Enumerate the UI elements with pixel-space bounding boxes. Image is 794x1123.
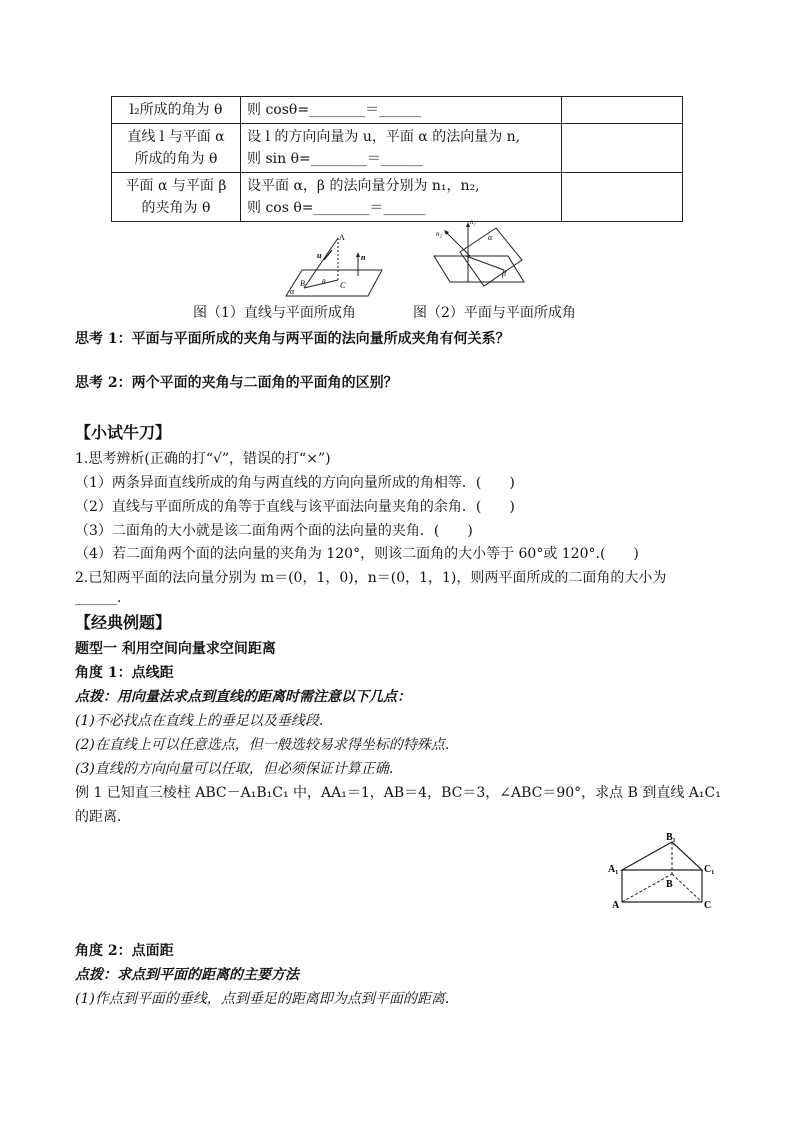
trial-question-2-blank: ______. [75,590,122,606]
cell-text: 则 cosθ=________＝______ [247,102,422,118]
cell-text: 则 sin θ=________＝______ [247,151,423,167]
table-cell-empty [562,97,683,124]
cell-text: 设平面 α，β 的法向量分别为 n₁，n₂, [247,178,480,194]
figure-caption-1: 图（1）直线与平面所成角 [193,305,356,321]
tip-item: (2)在直线上可以任意选点，但一般选较易求得坐标的特殊点. [75,737,450,753]
section-heading-trial: 【小试牛刀】 [75,423,172,442]
table-cell-formula [241,124,562,173]
formula-table [111,96,683,222]
tip-item: (1)不必找点在直线上的垂足以及垂线段. [75,713,324,729]
figure-label: B [300,279,305,288]
table-row [112,97,683,124]
figure-label: θ [322,278,326,286]
cell-text: l₂所成的角为 θ [129,102,223,118]
cell-text: 直线 l 与平面 α [127,129,225,145]
figure-label: β [502,269,506,278]
table-row [112,173,683,222]
figure-plane-plane-angle [432,216,528,296]
cell-text: 设 l 的方向向量为 u，平面 α 的法向量为 n, [247,129,521,145]
tip-heading-1: 点拨：用向量法求点到直线的距离时需注意以下几点： [75,689,411,705]
cell-text: 的夹角为 θ [141,200,211,216]
table-cell-label [112,97,241,124]
tip-heading-2: 点拨：求点到平面的距离的主要方法 [75,967,299,983]
figure-label: n [361,253,366,262]
figure-label: A [612,900,620,911]
trial-item: （1）两条异面直线所成的角与两直线的方向向量所成的角相等．( ) [75,475,515,491]
figure-label: A [339,233,345,242]
figure-label: α [488,233,493,242]
table-cell-formula [241,173,562,222]
angle-heading-2: 角度 2：点面距 [75,943,174,959]
figure-label: C [704,900,712,911]
cell-text: 平面 α 与平面 β [125,178,227,194]
figure-line-plane-angle [280,228,390,300]
figure-triangular-prism [606,828,716,912]
tip-item: (1)作点到平面的垂线，点到垂足的距离即为点到平面的距离. [75,991,450,1007]
question-type-heading: 题型一 利用空间向量求空间距离 [75,641,276,657]
section-heading-examples: 【经典例题】 [75,613,172,632]
figure-label: A₁ [608,864,619,875]
table-cell-label [112,173,241,222]
trial-item: （3）二面角的大小就是该二面角两个面的法向量的夹角．( ) [75,523,473,539]
cell-text: 所成的角为 θ [134,151,218,167]
figure-label: α [290,287,295,296]
figure-label: B [666,879,673,890]
trial-question-2: 2.已知两平面的法向量分别为 m＝(0，1，0)，n＝(0，1，1)，则两平面所成的二面角的大小为 [75,570,667,586]
tip-item: (3)直线的方向向量可以任取，但必须保证计算正确. [75,761,394,777]
table-row [112,124,683,173]
thinking-question-1: 思考 1：平面与平面所成的夹角与两平面的法向量所成夹角有何关系？ [75,331,510,347]
table-cell-empty [562,173,683,222]
figure-caption-2: 图（2）平面与平面所成角 [413,305,576,321]
figure-label: B₁ [666,832,676,843]
trial-intro: 1.思考辨析(正确的打“√”，错误的打“×”) [75,451,331,467]
table-cell-formula [241,97,562,124]
figure-label: u [317,251,322,260]
trial-item: （4）若二面角两个面的法向量的夹角为 120°，则该二面角的大小等于 60°或 120°.( ) [75,546,639,562]
table-cell-label [112,124,241,173]
angle-heading-1: 角度 1：点线距 [75,665,174,681]
figure-label: n₂ [436,230,442,238]
example-1-text-cont: 的距离. [75,809,122,825]
cell-text: 则 cos θ=________＝______ [247,200,426,216]
example-1-text: 例 1 已知直三棱柱 ABC－A₁B₁C₁ 中，AA₁＝1，AB＝4，BC＝3，∠ABC＝90°，求点 B 到直线 A₁C₁ [75,785,721,801]
figure-label: C [340,281,346,290]
trial-item: （2）直线与平面所成的角等于直线与该平面法向量夹角的余角．( ) [75,499,515,515]
figure-label: C₁ [704,864,715,875]
figure-label: n₁ [470,218,476,226]
table-cell-empty [562,124,683,173]
thinking-question-2: 思考 2：两个平面的夹角与二面角的平面角的区别？ [75,375,398,391]
